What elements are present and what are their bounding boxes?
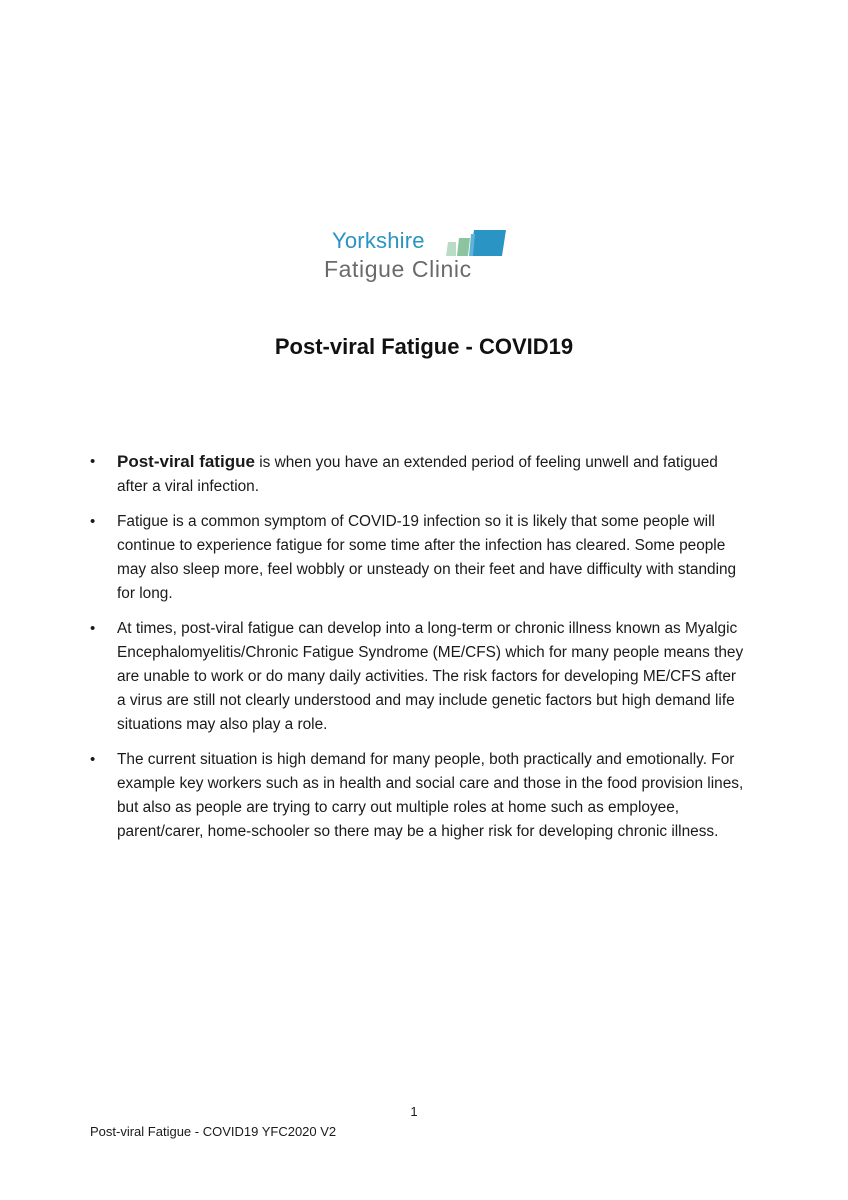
bullet-item <box>88 748 748 844</box>
bullet-text: At times, post-viral fatigue can develop into a long-term or chronic illness known as Myalgic Encephalomyelitis/Chronic Fatigue Syndrome (ME/CFS) which for many people means they are unable to work or do many daily activities. The risk factors for developing ME/CFS after a virus are still not clearly understood and may include genetic factors but high demand life situations may also play a role. <box>117 620 744 733</box>
logo-text-yorkshire: Yorkshire <box>332 228 425 253</box>
bullet-text: Fatigue is a common symptom of COVID-19 infection so it is likely that some people will continue to experience fatigue for some time after the infection has cleared. Some people may also sleep more, feel wobbly or unsteady on their feet and have difficulty with standing for long. <box>117 513 737 602</box>
bullet-list <box>88 450 748 855</box>
bullet-dot: • <box>90 620 96 637</box>
bullet-text: is when you have an extended period of feeling unwell and fatigued after a viral infection. <box>117 454 718 495</box>
bullet-item <box>88 617 748 737</box>
document-title: Post-viral Fatigue - COVID19 <box>274 334 574 359</box>
page-number: 1 <box>410 1104 418 1119</box>
bullet-item <box>88 450 748 499</box>
bullet-dot: • <box>90 751 96 768</box>
clinic-logo <box>322 224 506 286</box>
bullet-dot: • <box>90 513 96 530</box>
bullet-item <box>88 510 748 606</box>
stepped-squares-logo-icon <box>446 226 506 256</box>
bullet-lead-text: Post-viral fatigue <box>117 452 255 471</box>
bullet-text: The current situation is high demand for many people, both practically and emotionally. For example key workers such as in health and social care and those in the food provision lines, but also as people are trying to carry out multiple roles at home such as employee, parent/carer, home-schooler so there may be a higher risk for developing chronic illness. <box>117 751 744 840</box>
page-footer: Post-viral Fatigue - COVID19 YFC2020 V2 <box>90 1124 337 1139</box>
logo-text-fatigue-clinic: Fatigue Clinic <box>324 256 472 282</box>
bullet-dot: • <box>90 453 96 470</box>
